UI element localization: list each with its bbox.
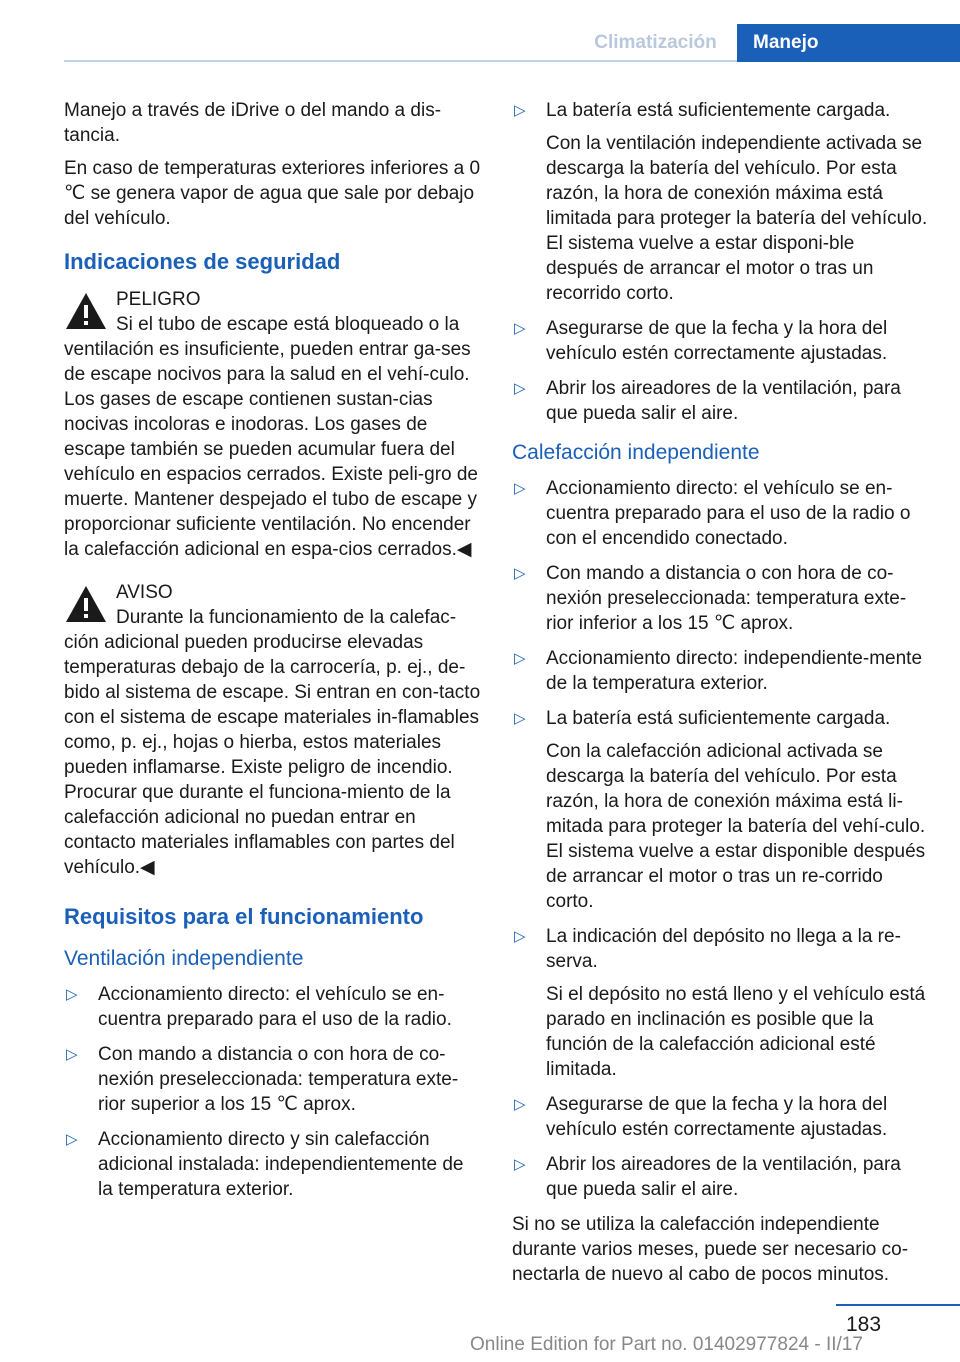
list-item [64, 982, 482, 1032]
bullet-arrow-icon: ▷ [514, 380, 526, 397]
bullet-arrow-icon: ▷ [514, 650, 526, 667]
list-item [512, 98, 928, 306]
bullet-arrow-icon: ▷ [514, 1156, 526, 1173]
bullet-arrow-icon: ▷ [514, 710, 526, 727]
list-item-text: Abrir los aireadores de la ventilación, para que pueda salir el aire. [546, 1154, 901, 1200]
intro-paragraph: En caso de temperaturas exteriores inferiores a 0 ℃ se genera vapor de agua que sale por debajo del vehículo. [64, 158, 481, 229]
list-item-note: Con la calefacción adicional activada se descarga la batería del vehículo. Por esta razón, la hora de conexión máxima está li-mitada para proteger la batería del vehí-culo. El sistema vuelve a estar disponible después de arrancar el motor o tras un re-corrido corto. [546, 741, 926, 912]
list-item [64, 1042, 482, 1117]
heating-heading: Calefacción independiente [512, 441, 760, 464]
list-item-text: Con mando a distancia o con hora de co-nexión preseleccionada: temperatura exte-rior superior a los 15 ℃ aprox. [98, 1044, 459, 1115]
closing-paragraph: Si no se utiliza la calefacción independiente durante varios meses, puede ser necesario co-nectarla de nuevo al cabo de pocos minutos. [512, 1214, 909, 1285]
list-item [512, 706, 928, 914]
left-column [64, 98, 482, 1212]
notice-title: AVISO [116, 582, 173, 603]
safety-heading: Indicaciones de seguridad [64, 249, 341, 274]
right-column [512, 98, 928, 1295]
bullet-arrow-icon: ▷ [514, 480, 526, 497]
list-item-text: Accionamiento directo y sin calefacción adicional instalada: independientemente de la temperatura exterior. [98, 1129, 464, 1200]
bullet-arrow-icon: ▷ [66, 1131, 78, 1148]
danger-warning [64, 287, 482, 562]
list-item-text: Accionamiento directo: el vehículo se en-cuentra preparado para el uso de la radio o con el encendido conectado. [546, 478, 911, 549]
list-item-text: La indicación del depósito no llega a la re-serva. [546, 926, 901, 972]
bullet-arrow-icon: ▷ [514, 1096, 526, 1113]
danger-text: Si el tubo de escape está bloqueado o la ventilación es insuficiente, pueden entrar ga-ses de escape nocivos para la salud en el vehí-culo. Los gases de escape contienen sustan-cias nocivas incoloras e inodoras. Los gases de escape también se pueden acumular fuera del vehículo en espacios cerrados. Existe peli-gro de muerte. Mantener despejado el tubo de escape y proporcionar suficiente ventilación. No encender la calefacción adicional en espa-cios cerrados.◀ [64, 314, 479, 560]
intro-paragraph: Manejo a través de iDrive o del mando a dis-tancia. [64, 100, 442, 146]
heating-list [512, 476, 928, 1202]
page-number: 183 [846, 1313, 882, 1336]
list-item-text: Accionamiento directo: independiente-mente de la temperatura exterior. [546, 648, 923, 694]
list-item-text: La batería está suficientemente cargada. [546, 100, 891, 121]
list-item [512, 1092, 928, 1142]
bullet-arrow-icon: ▷ [514, 928, 526, 945]
edition-note: Online Edition for Part no. 01402977824 - II/17 [470, 1334, 863, 1355]
list-item-text: Accionamiento directo: el vehículo se en-cuentra preparado para el uso de la radio. [98, 984, 452, 1030]
warning-triangle-icon [64, 291, 108, 331]
list-item-text: Abrir los aireadores de la ventilación, para que pueda salir el aire. [546, 378, 901, 424]
requirements-heading: Requisitos para el funcionamiento [64, 904, 424, 929]
warning-triangle-icon [64, 584, 108, 624]
ventilation-heading: Ventilación independiente [64, 947, 304, 970]
header-section-tab[interactable]: Climatización [594, 32, 717, 53]
bullet-arrow-icon: ▷ [66, 1046, 78, 1063]
list-item [512, 376, 928, 426]
list-item [512, 1152, 928, 1202]
header-chapter-tab[interactable]: Manejo [737, 24, 960, 62]
list-item [512, 924, 928, 1082]
list-item [512, 646, 928, 696]
bullet-arrow-icon: ▷ [514, 102, 526, 119]
danger-title: PELIGRO [116, 289, 201, 310]
list-item-text: La batería está suficientemente cargada. [546, 708, 891, 729]
list-item-note: Si el depósito no está lleno y el vehículo está parado en inclinación es posible que la función de la calefacción adicional esté limitada. [546, 984, 926, 1080]
ventilation-list [64, 982, 482, 1202]
notice-text: Durante la funcionamiento de la calefac-ción adicional pueden producirse elevadas temperaturas debajo de la carrocería, p. ej., de-bido al sistema de escape. Si entran en con-tacto con el sistema de escape materiales in-flamables como, p. ej., hojas o hierba, estos materiales pueden inflamarse. Existe peligro de incendio. Procurar que durante el funciona-miento de la calefacción adicional no puedan entrar en contacto materiales inflamables con partes del vehículo.◀ [64, 607, 481, 878]
footer-rule [836, 1304, 960, 1306]
bullet-arrow-icon: ▷ [514, 320, 526, 337]
notice-warning [64, 580, 482, 880]
list-item [64, 1127, 482, 1202]
bullet-arrow-icon: ▷ [66, 986, 78, 1003]
list-item [512, 561, 928, 636]
ventilation-list-continued [512, 98, 928, 426]
list-item-text: Con mando a distancia o con hora de co-nexión preseleccionada: temperatura exte-rior inferior a los 15 ℃ aprox. [546, 563, 907, 634]
list-item [512, 476, 928, 551]
list-item-note: Con la ventilación independiente activada se descarga la batería del vehículo. Por esta razón, la hora de conexión máxima está limitada para proteger la batería del vehículo. El sistema vuelve a estar disponi-ble después de arrancar el motor o tras un recorrido corto. [546, 133, 928, 304]
list-item-text: Asegurarse de que la fecha y la hora del vehículo estén correctamente ajustadas. [546, 1094, 888, 1140]
bullet-arrow-icon: ▷ [514, 565, 526, 582]
list-item [512, 316, 928, 366]
list-item-text: Asegurarse de que la fecha y la hora del vehículo estén correctamente ajustadas. [546, 318, 888, 364]
